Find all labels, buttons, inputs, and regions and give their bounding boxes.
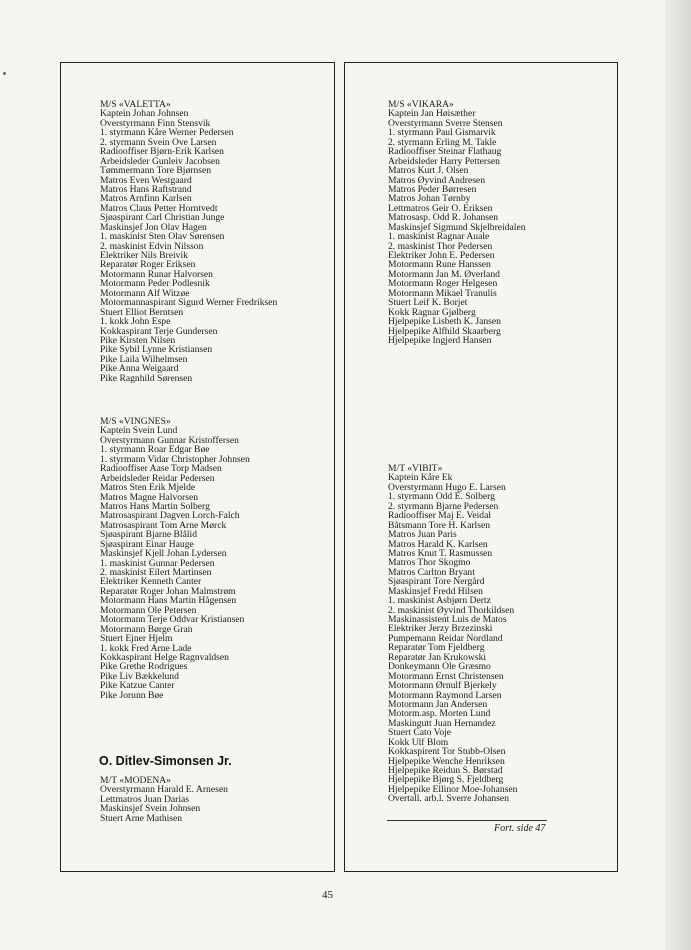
crew-member: 2. maskinist Eilert Martinsen — [100, 568, 212, 578]
crew-member: Matros Hans Martin Solberg — [100, 501, 210, 512]
binding-hole — [3, 72, 6, 75]
crew-member: Motormannaspirant Sigurd Werner Fredriksen — [100, 298, 278, 308]
crew-member: Pike Jorunn Bøe — [100, 690, 164, 701]
crew-member: Kokk Ragnar Gjølberg — [388, 307, 476, 318]
crew-member: Motormann Raymond Larsen — [388, 690, 502, 700]
crew-member: Matros Thor Skogmo — [388, 558, 471, 568]
crew-member: 1. styrmann Roar Edgar Bøe — [100, 445, 210, 455]
crew-member: 2. styrmann Bjarne Pedersen — [388, 501, 499, 512]
crew-member: Hjelpepike Ellinor Moe-Johansen — [388, 784, 518, 795]
crew-member: Kaptein Johan Johnsen — [100, 109, 189, 119]
ship-modena — [100, 776, 228, 823]
crew-member: Matrosaspirant Tom Arne Mørck — [100, 520, 227, 531]
crew-member: Hjelpepike Ingjerd Hansen — [388, 335, 492, 346]
ship-name: M/S «VALETTA» — [100, 100, 171, 110]
ship-vibit — [388, 464, 517, 804]
crew-member: Overstyrmann Harald E. Arnesen — [100, 785, 228, 795]
crew-member: Matros Even Westgaard — [100, 175, 192, 185]
crew-member: Matros Johan Tørnby — [388, 194, 471, 204]
crew-member: Tømmermann Tore Bjørnsen — [100, 166, 212, 176]
crew-member: Motormann Jan M. Øverland — [388, 269, 500, 280]
continued-note: Fort. side 47 — [494, 823, 546, 834]
crew-member: Pike Liv Bækkelund — [100, 671, 179, 682]
ship-name: M/S «VIKARA» — [388, 100, 454, 110]
crew-member: Kokk Ulf Blom — [388, 737, 449, 748]
page-edge-shadow — [665, 0, 691, 950]
crew-member: Motormann Jan Andersen — [388, 699, 488, 710]
crew-member: Motormann Børge Gran — [100, 624, 193, 635]
crew-member: Radiooffiser Steinar Flathaug — [388, 147, 502, 157]
ship-name: M/S «VINGNES» — [100, 417, 171, 427]
crew-member: 1. styrmann Vidar Christopher Johnsen — [100, 454, 250, 465]
crew-member: Matros Claus Petter Horntvedt — [100, 203, 218, 214]
crew-member: Matros Magne Halvorsen — [100, 492, 199, 502]
crew-member: Maskinsjef Kjell Johan Lydersen — [100, 549, 227, 559]
crew-member: Hjelpepike Reidun S. Børstad — [388, 766, 503, 776]
ship-vikara — [388, 100, 526, 345]
crew-member: Radiooffiser Maj E. Veidal — [388, 511, 492, 521]
crew-member: Hjelpepike Bjørg S. Fjeldberg — [388, 775, 504, 785]
crew-member: Elektriker John E. Pedersen — [388, 251, 495, 261]
crew-member: Matros Harald K. Karlsen — [388, 539, 488, 549]
crew-member: Overstyrmann Sverre Stensen — [388, 118, 503, 129]
crew-member: Sjøaspirant Carl Christian Junge — [100, 213, 225, 223]
crew-member: Maskinsjef Jon Olav Hagen — [100, 222, 207, 233]
crew-member: Arbeidsleder Harry Pettersen — [388, 156, 500, 167]
crew-member: Matrosaspirant Dagven Lorch-Falch — [100, 511, 240, 521]
crew-member: Overtall. arb.l. Sverre Johansen — [388, 794, 509, 804]
crew-member: Lettmatros Juan Darias — [100, 794, 189, 805]
ship-valetta — [100, 100, 277, 383]
crew-member: Overstyrmann Hugo E. Larsen — [388, 482, 506, 493]
crew-member: 1. kokk John Espe — [100, 317, 171, 327]
crew-member: 1. kokk Fred Arne Lade — [100, 643, 192, 653]
crew-member: Pike Sybil Lynne Kristiansen — [100, 345, 213, 355]
ship-name: M/T «MODENA» — [100, 776, 171, 786]
crew-member: Pike Katzue Canter — [100, 681, 175, 691]
crew-member: Kaptein Svein Lund — [100, 426, 178, 436]
crew-member: Lettmatros Geir O. Eriksen — [388, 203, 493, 214]
crew-member: Elektriker Kenneth Canter — [100, 577, 202, 587]
crew-member: Stuert Arne Mathisen — [100, 813, 183, 824]
crew-member: Matros Arnfinn Karlsen — [100, 194, 192, 204]
crew-member: Donkeymann Ole Græsmo — [388, 662, 491, 672]
crew-member: Pike Ragnhild Sørensen — [100, 373, 193, 384]
crew-member: Matrosasp. Odd R. Johansen — [388, 213, 499, 223]
crew-member: Hjelpepike Alfhild Skaarberg — [388, 326, 501, 336]
crew-member: Motormann Peder Podlesnik — [100, 279, 210, 289]
crew-member: 2. maskinist Øyvind Thorkildsen — [388, 605, 515, 615]
crew-member: Radiooffiser Aase Torp Madsen — [100, 464, 222, 474]
crew-member: Motormann Hans Martin Hågensen — [100, 596, 237, 606]
crew-member: Reparatør Roger Johan Malmstrøm — [100, 586, 236, 597]
crew-member: Radiooffiser Bjørn-Erik Karlsen — [100, 147, 224, 157]
crew-member: 1. styrmann Kåre Werner Pedersen — [100, 128, 234, 138]
crew-member: Maskinsjef Svein Johnsen — [100, 804, 201, 814]
crew-member: Hjelpepike Lisbeth K. Jansen — [388, 317, 501, 327]
crew-member: Overstyrmann Finn Stensvik — [100, 118, 211, 129]
crew-member: Kaptein Kåre Ek — [388, 473, 453, 483]
crew-member: Reparatør Tom Fjeldberg — [388, 643, 485, 653]
crew-member: Sjøaspirant Tore Nergård — [388, 577, 485, 587]
crew-member: Motormann Mikael Tranulis — [388, 288, 497, 299]
crew-member: 1. maskinist Asbjørn Dertz — [388, 596, 491, 606]
page-number: 45 — [322, 889, 333, 901]
crew-member: Motormann Runar Halvorsen — [100, 269, 213, 280]
crew-member: Stuert Ejner Hjelm — [100, 634, 173, 644]
crew-member: 1. maskinist Sten Olav Sørensen — [100, 232, 225, 242]
crew-member: Kokkaspirant Helge Ragnvaldsen — [100, 652, 229, 663]
continuation-rule — [387, 820, 547, 821]
crew-member: Maskinassistent Luis de Matos — [388, 615, 507, 625]
crew-member: Reparatør Roger Eriksen — [100, 260, 196, 270]
crew-member: 2. maskinist Edvin Nilsson — [100, 241, 204, 251]
crew-member: Maskingutt Juan Hernandez — [388, 718, 496, 729]
crew-member: 1. maskinist Gunnar Pedersen — [100, 558, 215, 568]
crew-member: 1. maskinist Ragnar Auale — [388, 232, 490, 242]
crew-member: Båtsmann Tore H. Karlsen — [388, 520, 490, 531]
crew-member: Matros Peder Børresen — [388, 184, 477, 195]
ship-vingnes — [100, 417, 250, 700]
crew-member: Matros Hans Raftstrand — [100, 184, 192, 195]
crew-member: Kokkaspirant Terje Gundersen — [100, 326, 218, 336]
crew-member: 1. styrmann Odd E. Solberg — [388, 492, 495, 502]
crew-member: Hjelpepike Wenche Henriksen — [388, 756, 505, 766]
crew-member: Stuert Cato Voje — [388, 728, 452, 738]
crew-member: Pike Laila Wilhelmsen — [100, 354, 188, 365]
crew-member: 2. maskinist Thor Pedersen — [388, 241, 493, 251]
crew-member: Pike Anna Weigaard — [100, 364, 179, 374]
crew-member: Pike Grethe Rodrigues — [100, 662, 188, 672]
crew-member: Maskinsjef Fredd Hilsen — [388, 586, 483, 597]
crew-member: Motormann Rune Hanssen — [388, 260, 491, 270]
crew-member: Arbeidsleder Gunleiv Jacobsen — [100, 156, 220, 167]
crew-member: 2. styrmann Erling M. Takle — [388, 137, 497, 148]
crew-member: Matros Sten Erik Mjelde — [100, 483, 196, 493]
crew-member: 2. styrmann Svein Ove Larsen — [100, 137, 217, 148]
crew-member: Maskinsjef Sigmund Skjelbreidalen — [388, 222, 526, 233]
crew-member: Matros Øyvind Andresen — [388, 175, 485, 185]
crew-member: Matros Carlton Bryant — [388, 567, 475, 578]
crew-member: Stuert Elliot Berntsen — [100, 307, 184, 318]
crew-member: Motorm.asp. Morten Lund — [388, 709, 491, 719]
crew-member: Sjøaspirant Einar Hauge — [100, 539, 194, 550]
crew-member: 1. styrmann Paul Gismarvik — [388, 128, 496, 138]
crew-member: Motormann Ernst Christensen — [388, 671, 504, 682]
crew-member: Matros Knut T. Rasmussen — [388, 548, 493, 559]
crew-member: Stuert Leif K. Borjet — [388, 298, 468, 308]
crew-member: Motormann Terje Oddvar Kristiansen — [100, 615, 245, 625]
crew-member: Motormann Alf Witzøe — [100, 288, 190, 299]
crew-member: Elektriker Nils Breivik — [100, 251, 188, 261]
company-heading: O. Ditlev-Simonsen Jr. — [99, 754, 232, 768]
crew-member: Pike Kirsten Nilsen — [100, 335, 176, 346]
crew-member: Pumpemann Reidar Nordland — [388, 633, 503, 644]
crew-member: Matros Juan Paris — [388, 530, 457, 540]
crew-member: Elektriker Jerzy Brzezinski — [388, 624, 493, 634]
crew-member: Matros Kurt J. Olsen — [388, 166, 469, 176]
crew-member: Kokkaspirent Tor Stubb-Olsen — [388, 747, 506, 757]
crew-member: Overstyrmann Gunnar Kristoffersen — [100, 435, 239, 446]
crew-member: Motormann Ørnulf Bjerkely — [388, 681, 497, 691]
ship-name: M/T «VIBIT» — [388, 464, 443, 474]
crew-member: Motormann Ole Petersen — [100, 605, 197, 616]
crew-member: Sjøaspirant Bjarne Blålid — [100, 530, 197, 540]
crew-member: Reparatør Jan Krukowski — [388, 652, 487, 663]
crew-member: Motormann Roger Helgesen — [388, 279, 498, 289]
crew-member: Arbeidsleder Reidar Pedersen — [100, 473, 215, 484]
crew-member: Kaptein Jan Høisæther — [388, 109, 476, 119]
